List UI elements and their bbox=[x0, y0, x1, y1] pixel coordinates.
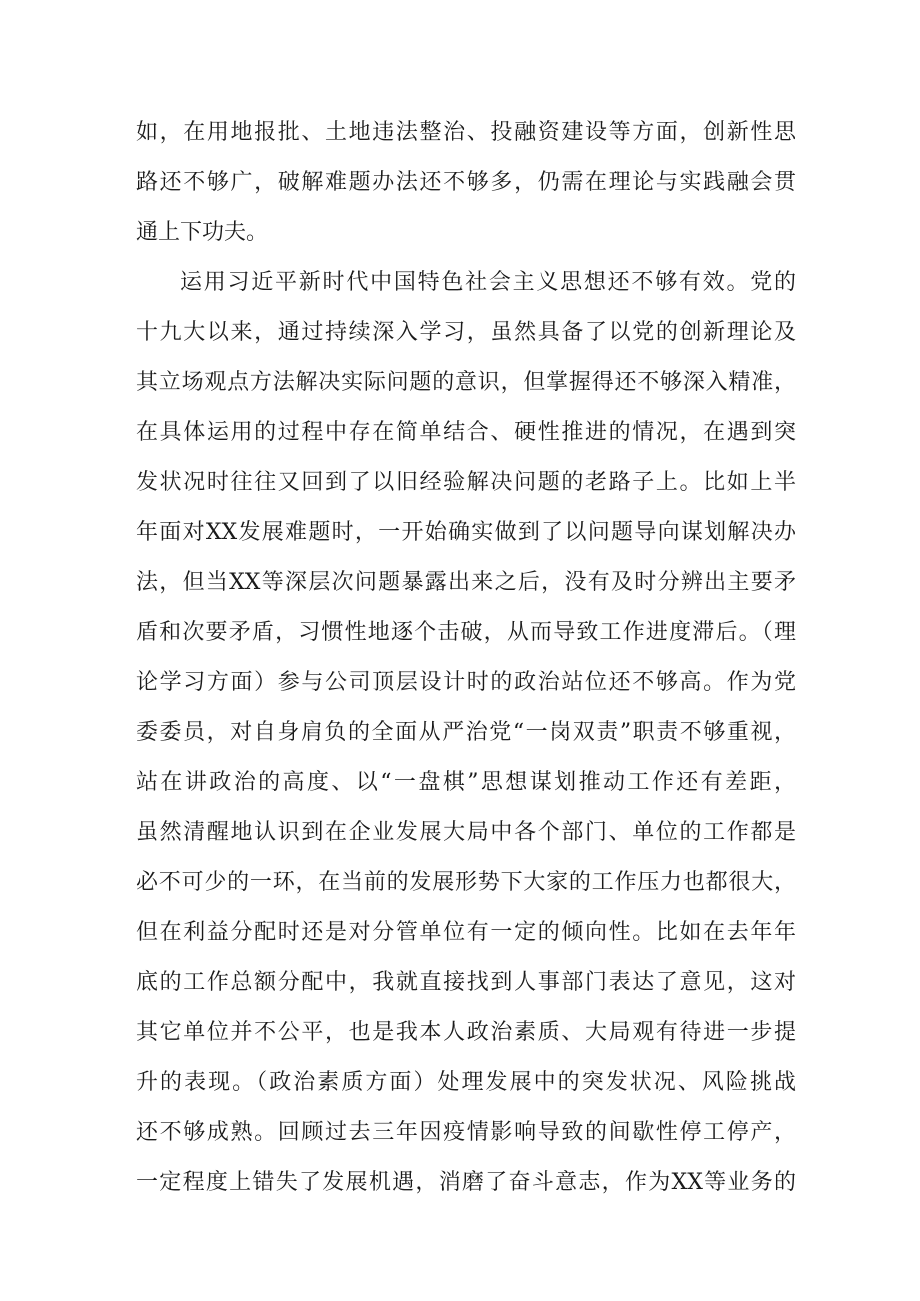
text-line: 发状况时往往又回到了以旧经验解决问题的老路子上。比如上半 bbox=[136, 470, 796, 495]
text-line: 如，在用地报批、土地违法整治、投融资建设等方面，创新性思 bbox=[136, 120, 796, 145]
text-line: 十九大以来，通过持续深入学习，虽然具备了以党的创新理论及 bbox=[136, 320, 796, 345]
text-line: 论学习方面）参与公司顶层设计时的政治站位还不够高。作为党 bbox=[136, 670, 796, 695]
text-line: 虽然清醒地认识到在企业发展大局中各个部门、单位的工作都是 bbox=[136, 820, 796, 845]
text-line: 运用习近平新时代中国特色社会主义思想还不够有效。党的 bbox=[180, 270, 796, 295]
text-line: 其立场观点方法解决实际问题的意识，但掌握得还不够深入精准， bbox=[136, 370, 796, 395]
text-line: 一定程度上错失了发展机遇，消磨了奋斗意志，作为XX等业务的 bbox=[136, 1170, 796, 1195]
text-line: 路还不够广，破解难题办法还不够多，仍需在理论与实践融会贯 bbox=[136, 170, 796, 195]
text-line: 法，但当XX等深层次问题暴露出来之后，没有及时分辨出主要矛 bbox=[136, 570, 796, 595]
text-line: 升的表现。（政治素质方面）处理发展中的突发状况、风险挑战 bbox=[136, 1070, 796, 1095]
text-line: 委委员，对自身肩负的全面从严治党“一岗双责”职责不够重视， bbox=[136, 720, 796, 745]
text-line: 盾和次要矛盾，习惯性地逐个击破，从而导致工作进度滞后。（理 bbox=[136, 620, 796, 645]
text-line: 但在利益分配时还是对分管单位有一定的倾向性。比如在去年年 bbox=[136, 920, 796, 945]
text-line: 在具体运用的过程中存在简单结合、硬性推进的情况，在遇到突 bbox=[136, 420, 796, 445]
text-line: 通上下功夫。 bbox=[136, 220, 269, 245]
text-line: 站在讲政治的高度、以“一盘棋”思想谋划推动工作还有差距， bbox=[136, 770, 796, 795]
text-line: 其它单位并不公平，也是我本人政治素质、大局观有待进一步提 bbox=[136, 1020, 796, 1045]
text-line: 底的工作总额分配中，我就直接找到人事部门表达了意见，这对 bbox=[136, 970, 796, 995]
text-line: 必不可少的一环，在当前的发展形势下大家的工作压力也都很大， bbox=[136, 870, 796, 895]
text-line: 还不够成熟。回顾过去三年因疫情影响导致的间歇性停工停产， bbox=[136, 1120, 796, 1145]
text-line: 年面对XX发展难题时，一开始确实做到了以问题导向谋划解决办 bbox=[136, 520, 796, 545]
